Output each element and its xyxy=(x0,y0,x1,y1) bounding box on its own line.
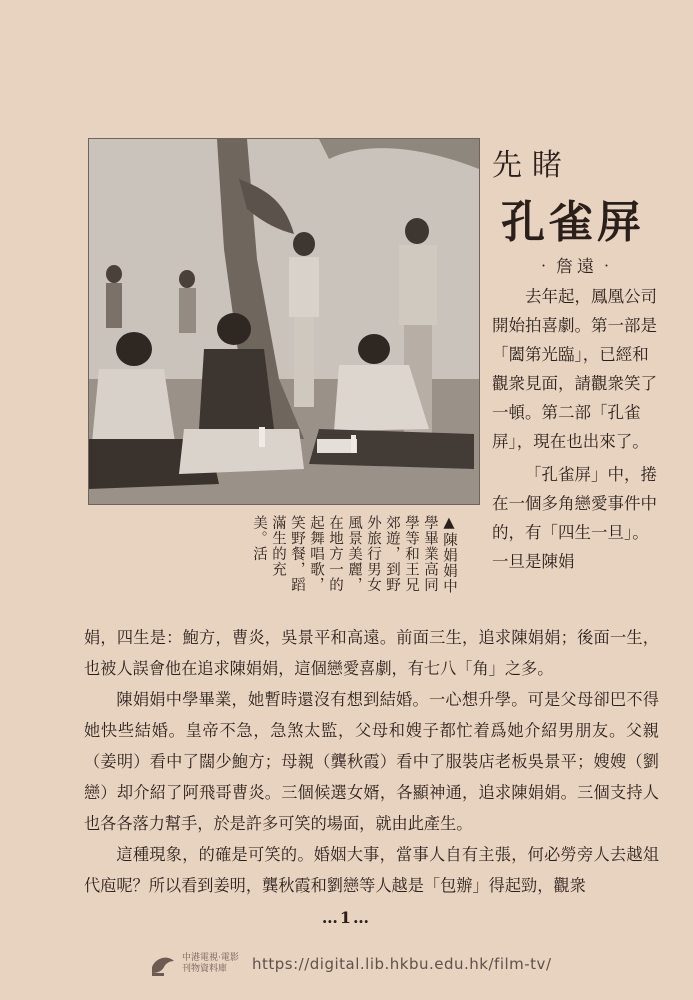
logo-line: 中港電視‧電影 xyxy=(182,953,239,963)
paragraph: 這種現象，的確是可笑的。婚姻大事，當事人自有主張，何必勞旁人去越俎代庖呢？所以看到姜明，龔秋霞和劉戀等人越是「包辦」得起勁，觀衆 xyxy=(84,845,659,895)
pre-title: 先睹 xyxy=(492,148,572,183)
archive-footer xyxy=(148,944,552,984)
group-photo xyxy=(88,138,480,505)
article-body xyxy=(84,622,659,901)
right-column-text xyxy=(492,282,664,576)
paragraph: 陳娟娟中學畢業，她暫時還沒有想到結婚。一心想升學。可是父母卻巴不得她快些結婚。皇帝不急，急煞太監，父母和嫂子都忙着爲她介紹男朋友。父親（姜明）看中了闊少鮑方；母親（龔秋霞）看中了服裝店老板吳景平；嫂嫂（劉戀）却介紹了阿飛哥曹炎。三個候選女婿，各顯神通，追求陳娟娟。三個支持人也各各落力幫手，於是許多可笑的場面，就由此產生。 xyxy=(84,690,659,833)
paragraph: 娟，四生是：鮑方，曹炎，吳景平和高遠。前面三生，追求陳娟娟；後面一生，也被人誤會他在追求陳娟娟，這個戀愛喜劇，有七八「角」之多。 xyxy=(84,628,659,678)
paragraph: 「孔雀屏」中，捲在一個多角戀愛事件中的，有「四生一旦」。一旦是陳娟 xyxy=(492,465,657,571)
archive-logo-text xyxy=(182,953,242,975)
logo-line: 刊物資料庫 xyxy=(182,964,228,974)
main-title: 孔雀屏 xyxy=(501,197,645,248)
paragraph: 去年起，鳳凰公司開始拍喜劇。第一部是「闔第光臨」，已經和觀衆見面，請觀衆笑了一頓。第二部「孔雀屏」，現在也出來了。 xyxy=(492,287,657,451)
photo-illustration xyxy=(89,139,479,504)
archive-url-link[interactable]: https://digital.lib.hkbu.edu.hk/film-tv/ xyxy=(252,955,552,973)
archive-logo-icon xyxy=(148,949,178,979)
author-byline: ‧詹遠‧ xyxy=(535,257,619,277)
page-number: …1… xyxy=(321,908,372,927)
photo-caption: ▲陳娟娟中學畢業高同學等和王兄郊遊，到野外旅行男女風景美麗，在地方一的起舞唱歌，笑野餐，蹈滿生的充美。活 xyxy=(251,515,457,594)
